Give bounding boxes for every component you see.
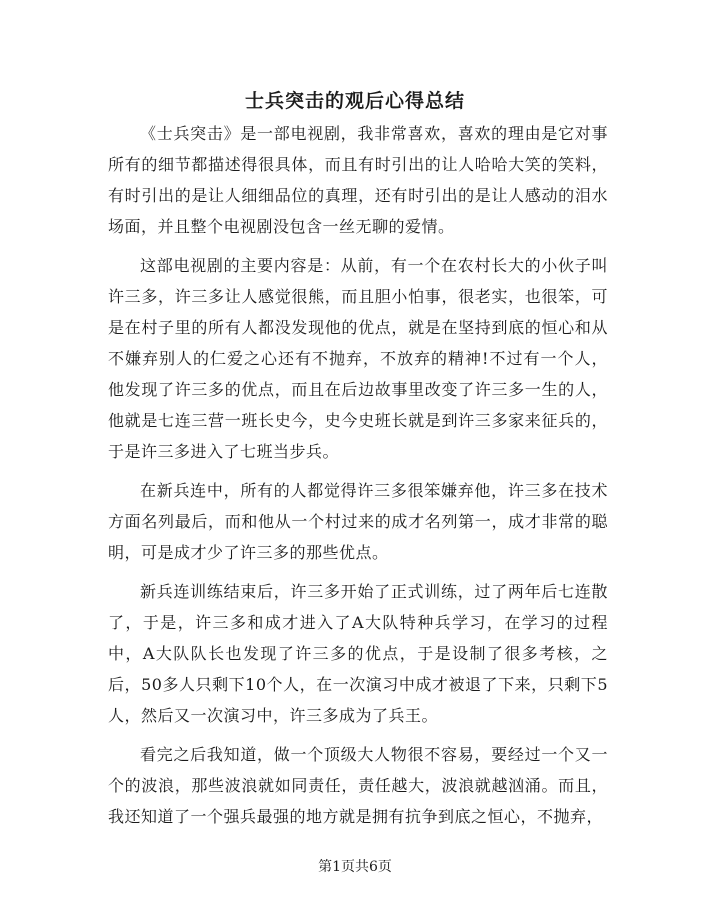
page-number: 第1页共6页 [318,859,392,875]
paragraph-training: 新兵连训练结束后，许三多开始了正式训练，过了两年后七连散了，于是，许三多和成才进入了A大队特种兵学习，在学习的过程中，A大队队长也发现了许三多的优点，于是设制了很多考核，之后，50多人只剩下10个人，在一次演习中成才被退了下来，只剩下5人，然后又一次演习中，许三多成为了兵王。 [108,582,608,725]
paragraph-plot: 这部电视剧的主要内容是：从前，有一个在农村长大的小伙子叫许三多，许三多让人感觉很熊，而且胆小怕事，很老实，也很笨，可是在村子里的所有人都没发现他的优点，就是在坚持到底的恒心和从不嫌弃别人的仁爱之心还有不抛弃，不放弃的精神!不过有一个人，他发现了许三多的优点，而且在后边故事里改变了许三多一生的人，他就是七连三营一班长史今，史今史班长就是到许三多家来征兵的，于是许三多进入了七班当步兵。 [108,256,608,461]
paragraph-recruit-camp: 在新兵连中，所有的人都觉得许三多很笨嫌弃他，许三多在技术方面名列最后，而和他从一个村过来的成才名列第一，成才非常的聪明，可是成才少了许三多的那些优点。 [108,481,608,562]
paragraph-reflection: 看完之后我知道，做一个顶级大人物很不容易，要经过一个又一个的波浪，那些波浪就如同责任，责任越大，波浪就越汹涌。而且，我还知道了一个强兵最强的地方就是拥有抗争到底之恒心，不抛弃， [108,745,608,826]
paragraph-intro: 《士兵突击》是一部电视剧，我非常喜欢，喜欢的理由是它对事所有的细节都描述得很具体，而且有时引出的让人哈哈大笑的笑料，有时引出的是让人细细品位的真理，还有时引出的是让人感动的泪水场面，并且整个电视剧没包含一丝无聊的爱情。 [108,124,608,236]
page-title: 士兵突击的观后心得总结 [244,90,465,112]
document-body [108,118,608,840]
